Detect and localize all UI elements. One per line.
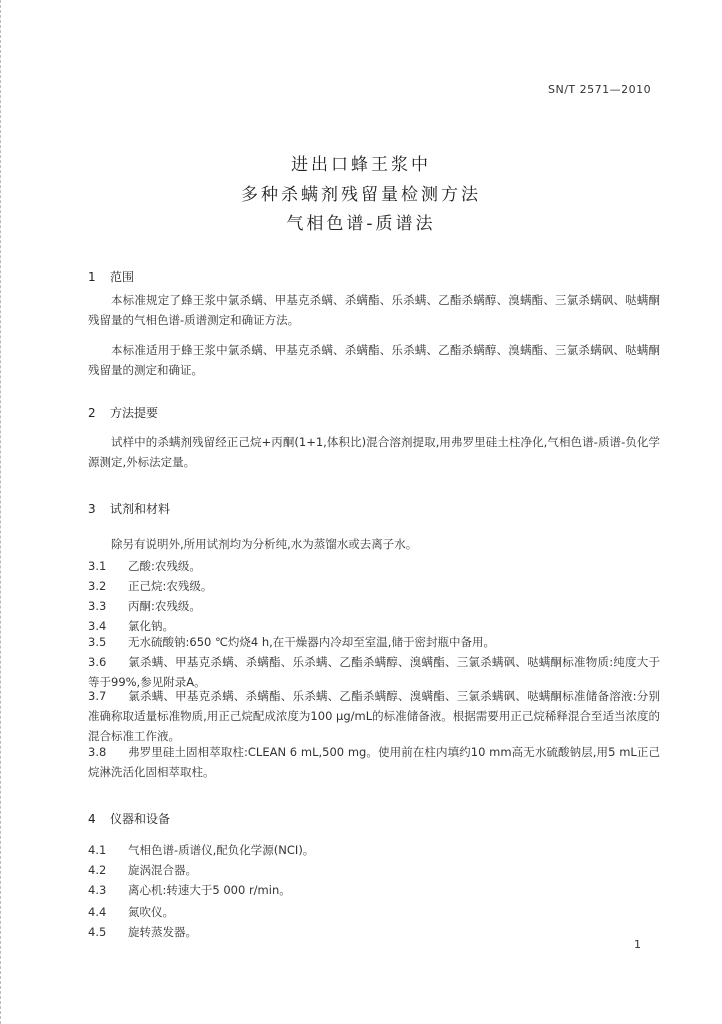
section-1-paragraph-1: 本标准规定了蜂王浆中氯杀螨、甲基克杀螨、杀螨酯、乐杀螨、乙酯杀螨醇、溴螨酯、三氯杀螨砜、哒螨酮残留量的气相色谱-质谱测定和确证方法。 — [88, 293, 660, 327]
list-item — [88, 596, 660, 616]
section-number: 1 — [88, 270, 96, 284]
section-4-heading — [88, 810, 170, 827]
item-text: 旋转蒸发器。 — [128, 925, 197, 939]
list-item — [88, 860, 660, 880]
section-1-heading — [88, 268, 134, 285]
item-text: 氯化钠。 — [128, 619, 174, 633]
item-text: 无水硫酸钠:650 ℃灼烧4 h,在干燥器内冷却至室温,储于密封瓶中备用。 — [128, 635, 495, 649]
item-text: 丙酮:农残级。 — [128, 599, 201, 613]
item-text: 旋涡混合器。 — [128, 863, 197, 877]
section-number: 4 — [88, 812, 96, 826]
section-number: 2 — [88, 406, 96, 420]
list-item — [88, 742, 660, 782]
item-number: 3.4 — [88, 619, 107, 633]
item-text: 正己烷:农残级。 — [128, 579, 213, 593]
item-text: 氮吹仪。 — [128, 905, 174, 919]
item-number: 4.4 — [88, 905, 107, 919]
item-number: 3.7 — [88, 689, 107, 703]
section-title: 试剂和材料 — [110, 502, 171, 516]
section-3-heading — [88, 500, 170, 517]
item-text: 氯杀螨、甲基克杀螨、杀螨酯、乐杀螨、乙酯杀螨醇、溴螨酯、三氯杀螨砜、哒螨酮标准物质:纯度大于等于99%,参见附录A。 — [88, 655, 660, 689]
section-title: 范围 — [110, 270, 135, 284]
item-number: 3.2 — [88, 579, 107, 593]
section-number: 3 — [88, 502, 96, 516]
list-item — [88, 880, 660, 900]
item-number: 3.1 — [88, 559, 107, 573]
item-text: 气相色谱-质谱仪,配负化学源(NCI)。 — [128, 843, 315, 857]
section-2-paragraph-1: 试样中的杀螨剂残留经正己烷+丙酮(1+1,体积比)混合溶剂提取,用弗罗里硅土柱净化,气相色谱-质谱-负化学源测定,外标法定量。 — [88, 435, 660, 469]
section-3-intro: 除另有说明外,所用试剂均为分析纯,水为蒸馏水或去离子水。 — [111, 537, 418, 551]
title-line-3: 气相色谱-质谱法 — [286, 214, 436, 234]
section-2-heading — [88, 404, 158, 421]
section-1-paragraph-2: 本标准适用于蜂王浆中氯杀螨、甲基克杀螨、杀螨酯、乐杀螨、乙酯杀螨醇、溴螨酯、三氯杀螨砜、哒螨酮残留量的测定和确证。 — [88, 343, 660, 377]
item-text: 离心机:转速大于5 000 r/min。 — [128, 883, 291, 897]
list-item — [88, 632, 660, 652]
item-text: 弗罗里硅土固相萃取柱:CLEAN 6 mL,500 mg。使用前在柱内填约10 mm高无水硫酸钠层,用5 mL正己烷淋洗活化固相萃取柱。 — [88, 745, 660, 779]
page-number: 1 — [634, 938, 641, 951]
section-title: 仪器和设备 — [110, 812, 171, 826]
section-title: 方法提要 — [110, 406, 159, 420]
list-item — [88, 922, 660, 942]
item-number: 3.6 — [88, 655, 107, 669]
list-item — [88, 576, 660, 596]
list-item — [88, 840, 660, 860]
item-text: 乙酸:农残级。 — [128, 559, 201, 573]
item-number: 4.5 — [88, 925, 107, 939]
item-number: 3.5 — [88, 635, 107, 649]
list-item — [88, 686, 660, 746]
item-text: 氯杀螨、甲基克杀螨、杀螨酯、乐杀螨、乙酯杀螨醇、溴螨酯、三氯杀螨砜、哒螨酮标准储备溶液:分别准确称取适量标准物质,用正己烷配成浓度为100 μg/mL的标准储备液。根据需要用正己烷稀释混合至适当浓度的混合标准工作液。 — [88, 689, 660, 743]
item-number: 4.3 — [88, 883, 107, 897]
item-number: 4.2 — [88, 863, 107, 877]
item-number: 3.3 — [88, 599, 107, 613]
list-item — [88, 556, 660, 576]
title-line-2: 多种杀螨剂残留量检测方法 — [241, 185, 481, 205]
item-number: 3.8 — [88, 745, 107, 759]
list-item — [88, 902, 660, 922]
title-line-1: 进出口蜂王浆中 — [291, 155, 431, 175]
standard-code: SN/T 2571—2010 — [548, 83, 652, 96]
item-number: 4.1 — [88, 843, 107, 857]
